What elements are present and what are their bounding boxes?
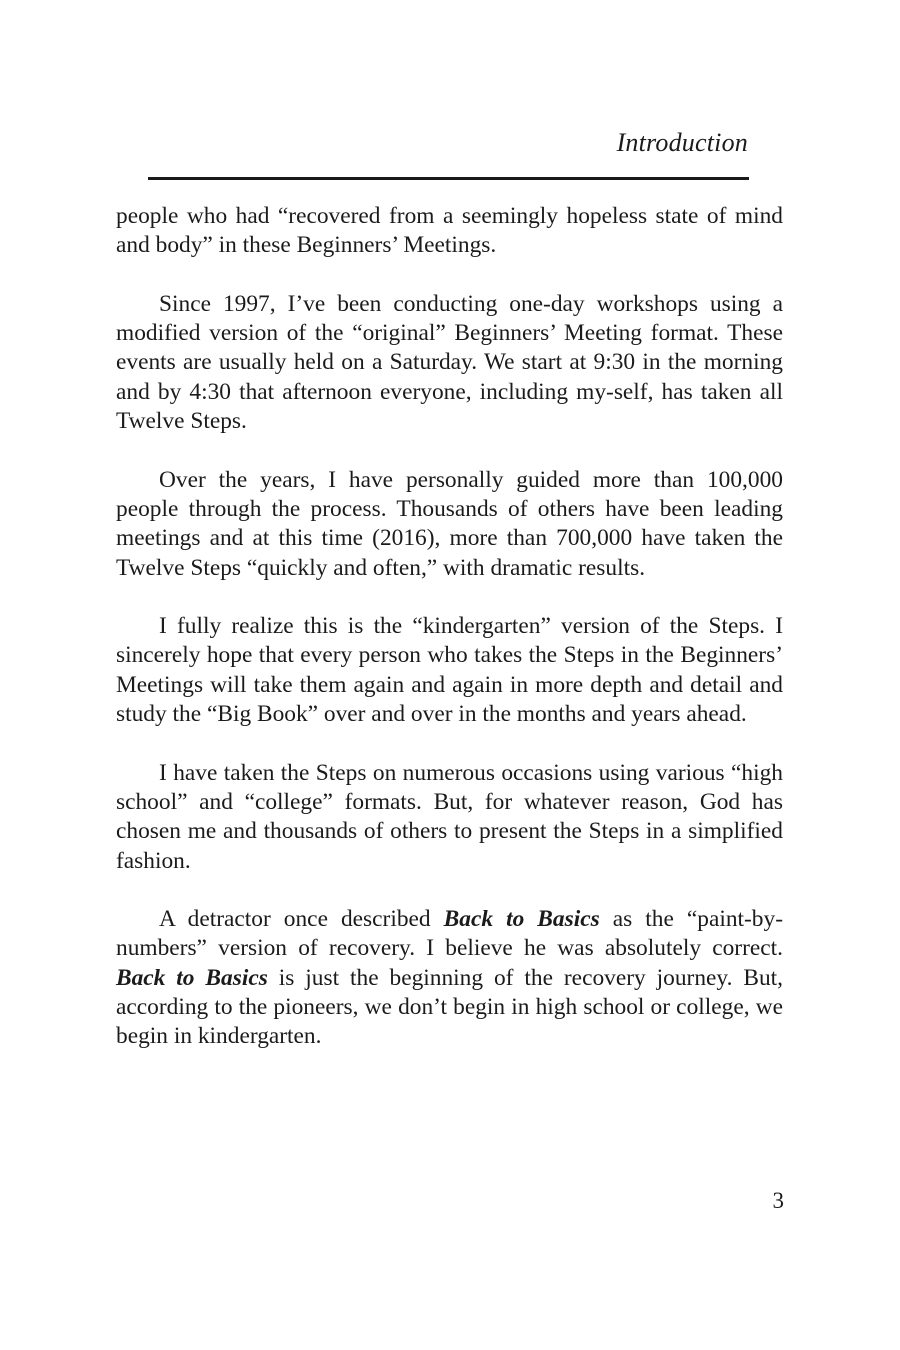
paragraph-formats: I have taken the Steps on numerous occasions using various “high school” and “college” formats. But, for whatever reason, God has chosen me and thousands of others to present the Steps in a simplified fashion. <box>116 759 783 874</box>
paragraph-kindergarten: I fully realize this is the “kindergarten” version of the Steps. I sincerely hope that every person who takes the Steps in the Beginners’ Meetings will take them again and again in more depth and detail and study the “Big Book” over and over in the months and years ahead. <box>116 613 783 728</box>
page-number: 3 <box>772 1188 784 1213</box>
text-segment: is just the beginning of the recovery journey. But, according to the pioneers, we don’t begin in high school or college, we begin in kindergarten. <box>116 964 783 1050</box>
paragraph-detractor <box>116 905 783 1051</box>
paragraph-workshops: Since 1997, I’ve been conducting one-day workshops using a modified version of the “original” Beginners’ Meeting format. These events are usually held on a Saturday. We start at 9:30 in the morning and by 4:30 that afternoon everyone, including my-self, has taken all Twelve Steps. <box>116 290 783 435</box>
text-segment: A detractor once described <box>159 906 444 933</box>
book-title-emphasis: Back to Basics <box>443 906 600 933</box>
book-title-emphasis: Back to Basics <box>116 964 268 991</box>
running-header: Introduction <box>616 128 748 157</box>
text-segment: as the “paint-by-numbers” version of recovery. I believe he was absolutely correct. <box>116 906 783 962</box>
body-text <box>116 202 783 1081</box>
paragraph-years: Over the years, I have personally guided more than 100,000 people through the process. Thousands of others have been leading meetings and at this time (2016), more than 700,000 have taken the Twelve Steps “quickly and often,” with dramatic results. <box>116 466 783 581</box>
paragraph-continued: people who had “recovered from a seemingly hopeless state of mind and body” in these Beginners’ Meetings. <box>116 203 783 259</box>
header-rule <box>148 177 749 180</box>
